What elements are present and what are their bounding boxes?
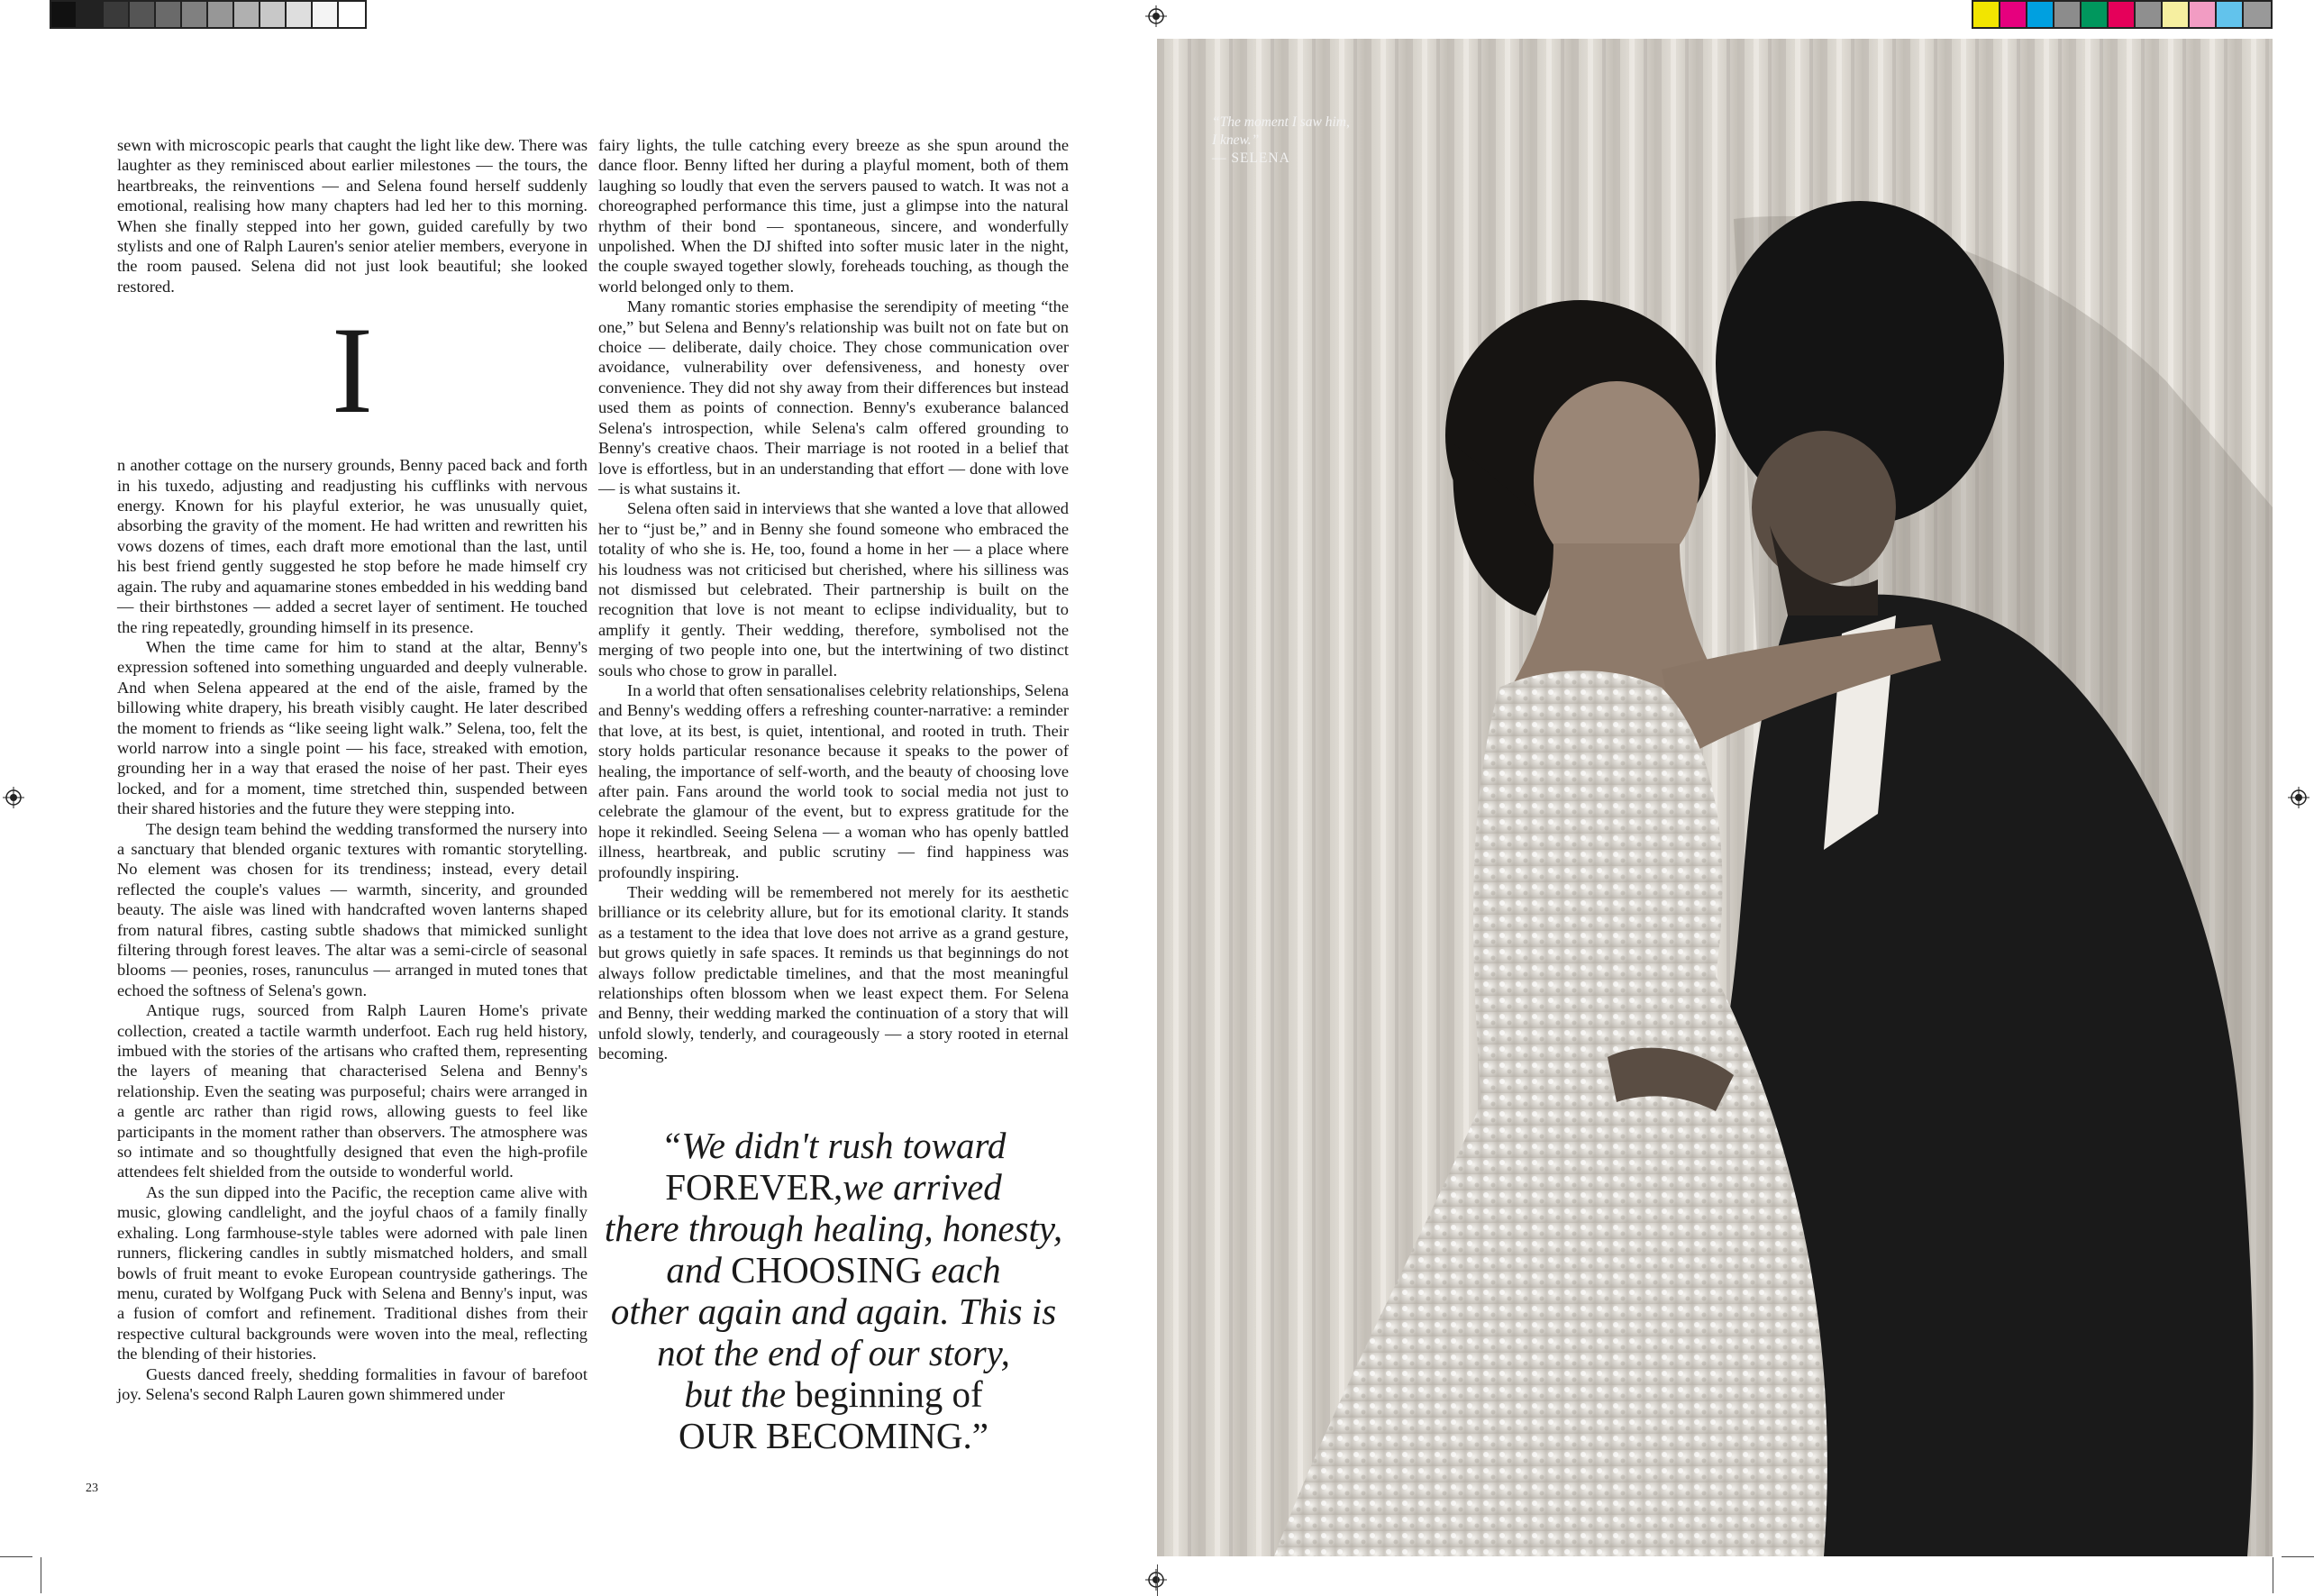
photo-caption [1212, 114, 1356, 168]
pull-quote-line: “We didn't rush toward [660, 1125, 1007, 1166]
pull-quote-text: each [921, 1249, 1001, 1290]
article-column-1 [117, 135, 588, 1404]
article-paragraph: Many romantic stories emphasise the serendipity of meeting “the one,” but Selena and Benny's relationship was built not on fate but on choice — deliberate, daily choice. They chose communication over avoidance, vulnerability over defensiveness, and honesty over convenience. They did not shy away from their differences but instead used them as points of connection. Benny's exuberance balanced Selena's introspection, while Selena's calm offered grounding to Benny's creative chaos. Their marriage is not rooted in a belief that love is effortless, but in an understanding that effort — done with love — is what sustains it. [598, 297, 1069, 497]
article-paragraph: fairy lights, the tulle catching every breeze as she spun around the dance floor. Benny lifted her during a playful moment, both of them laughing so loudly that even the servers paused to watch. It was not a choreographed performance this time, just a glimpse into the natural rhythm of their bond — spontaneous, sincere, and wonderfully unpolished. When the DJ shifted into softer music later in the night, the couple swayed together slowly, foreheads touching, as though the world belonged only to them. [598, 136, 1069, 296]
gray-swatch [339, 2, 365, 27]
article-paragraph: Guests danced freely, shedding formalities in favour of barefoot joy. Selena's second Ralph Lauren gown shimmered under [117, 1364, 588, 1403]
color-swatch [2000, 2, 2027, 27]
drop-cap: I [332, 301, 373, 440]
gray-swatch [77, 2, 104, 27]
article-column-2 [598, 135, 1069, 1064]
color-swatch [2190, 2, 2217, 27]
color-swatch [2163, 2, 2190, 27]
article-paragraph: sewn with microscopic pearls that caught the light like dew. There was laughter as they reminisced about earlier milestones — the tours, the heartbreaks, the reinventions — and Selena found herself suddenly emotional, realising how many chapters had led her to this morning. When she finally stepped into her gown, guided carefully by two stylists and one of Ralph Lauren's senior atelier members, everyone in the room paused. Selena did not just look beautiful; she looked restored. [117, 136, 588, 296]
pull-quote-text: we arrived [843, 1166, 1002, 1208]
color-swatch [2217, 2, 2244, 27]
color-swatch [2082, 2, 2109, 27]
article-paragraph: The design team behind the wedding transformed the nursery into a sanctuary that blended organic textures with romantic storytelling. No element was chosen for its trendiness; instead, every detail reflected the couple's values — warmth, sincerity, and grounded beauty. The aisle was lined with handcrafted woven lanterns shaped from natural fibres, casting subtle shadows that mimicked sunlight filtering through forest leaves. The altar was a semi-circle of seasonal blooms — peonies, roses, ranunculus — arranged in muted tones that echoed the softness of Selena's gown. [117, 819, 588, 999]
caption-quote: “The moment I saw him, I knew.” [1212, 114, 1350, 148]
color-swatch [1973, 2, 2000, 27]
photo-illustration [1157, 39, 2273, 1556]
gray-swatch [260, 2, 287, 27]
cmyk-color-bar [1972, 0, 2273, 29]
gray-swatch [51, 2, 77, 27]
pull-quote-emphasis: beginning of [795, 1373, 983, 1415]
gray-swatch [104, 2, 130, 27]
gray-swatch [156, 2, 182, 27]
gray-swatch [313, 2, 339, 27]
pull-quote-emphasis: FOREVER, [665, 1166, 843, 1208]
page-number: 23 [86, 1482, 98, 1495]
pull-quote-line: not the end of our story, [657, 1332, 1010, 1373]
color-swatch [2054, 2, 2082, 27]
article-paragraph: As the sun dipped into the Pacific, the reception came alive with music, glowing candlelight, and the joyful chaos of a family finally exhaling. Long farmhouse-style tables were adorned with pale linen runners, flickering candles in subtly mismatched holders, and small bowls of fruit meant to evoke European countryside gatherings. The menu, curated by Wolfgang Puck with Selena and Benny's input, was a fusion of comfort and refinement. Traditional dishes from their respective cultural backgrounds were woven into the meal, reflecting the blending of their histories. [117, 1182, 588, 1363]
pull-quote-line [598, 1166, 1069, 1208]
article-paragraph: Their wedding will be remembered not merely for its aesthetic brilliance or its celebrity allure, but for its emotional clarity. It stands as a testament to the idea that love does not arrive as a grand gesture, but grows quietly in safe spaces. It reminds us that beginnings do not always follow predictable timelines, and that the most meaningful relationships often blossom when we least expect them. For Selena and Benny, their wedding marked the continuation of a story that will unfold slowly, tenderly, and courageously — a story rooted in eternal becoming. [598, 883, 1069, 1063]
registration-mark-icon [3, 787, 24, 808]
grayscale-color-bar [50, 0, 367, 29]
gray-swatch [130, 2, 156, 27]
pull-quote [598, 1125, 1069, 1456]
pull-quote-line [598, 1373, 1069, 1415]
pull-quote-line: other again and again. This is [610, 1290, 1057, 1332]
drop-cap-block [117, 301, 588, 440]
pull-quote-line [598, 1249, 1069, 1290]
gray-swatch [182, 2, 208, 27]
pull-quote-text: but the [684, 1373, 796, 1415]
article-paragraph: When the time came for him to stand at the altar, Benny's expression softened into something unguarded and deeply vulnerable. And when Selena appeared at the end of the aisle, framed by the billowing white drapery, his breath visibly caught. He later described the moment to friends as “like seeing light walk.” Selena, too, felt the world narrow into a single point — his face, streaked with emotion, grounding her in a way that erased the noise of her past. Their eyes locked, and for a moment, time stretched thin, suspended between their shared histories and the future they were stepping into. [117, 637, 588, 818]
crop-mark [1157, 1564, 1158, 1596]
crop-mark [0, 1556, 32, 1557]
color-swatch [2136, 2, 2163, 27]
caption-attribution: — SELENA [1212, 150, 1290, 166]
couple-photo [1157, 39, 2273, 1556]
pull-quote-line: there through healing, honesty, [604, 1208, 1063, 1249]
pull-quote-line: OUR BECOMING.” [679, 1415, 988, 1456]
color-swatch [2244, 2, 2271, 27]
pull-quote-text: and [666, 1249, 732, 1290]
color-swatch [2027, 2, 2054, 27]
gray-swatch [287, 2, 313, 27]
registration-mark-icon [1145, 5, 1167, 27]
registration-mark-icon [2288, 787, 2309, 808]
article-paragraph: n another cottage on the nursery grounds, Benny paced back and forth in his tuxedo, adjusting and readjusting his cufflinks with nervous energy. Known for his playful exterior, he was unusually quiet, absorbing the gravity of the moment. He had written and rewritten his vows dozens of times, each draft more emotional than the last, until his best friend gently suggested he stop before he made himself cry again. The ruby and aquamarine stones embedded in his wedding band — their birthstones — added a secret layer of sentiment. He touched the ring repeatedly, grounding himself in its presence. [117, 456, 588, 636]
pull-quote-emphasis: CHOOSING [731, 1249, 922, 1290]
registration-mark-icon [1145, 1569, 1167, 1591]
crop-mark [2282, 1556, 2314, 1557]
article-paragraph: Selena often said in interviews that she wanted a love that allowed her to “just be,” and in Benny she found someone who embraced the totality of who she is. He, too, found a home in her — a place where his loudness was not criticised but cherished, where his silliness was not dismissed but celebrated. Their partnership is built on the recognition that love is not meant to eclipse individuality, but to amplify it gently. Their wedding, therefore, symbolised not the merging of two people into one, but the intertwining of two distinct souls who chose to grow in parallel. [598, 499, 1069, 679]
gray-swatch [208, 2, 234, 27]
color-swatch [2109, 2, 2136, 27]
gray-swatch [234, 2, 260, 27]
article-paragraph: Antique rugs, sourced from Ralph Lauren Home's private collection, created a tactile warmth underfoot. Each rug held history, imbued with the stories of the artisans who crafted them, representing the layers of meaning that characterised Selena and Benny's relationship. Even the seating was purposeful; chairs were arranged in a gentle arc rather than rigid rows, allowing guests to feel like participants in the moment rather than observers. The atmosphere was so intimate and so thoughtfully designed that even the high-profile attendees felt shielded from the outside to wonderful world. [117, 1001, 588, 1181]
article-paragraph: In a world that often sensationalises celebrity relationships, Selena and Benny's wedding offers a refreshing counter-narrative: a reminder that love, at its best, is quiet, intentional, and rooted in truth. Their story holds particular resonance because it speaks to the power of healing, the importance of self-worth, and the beauty of choosing love after pain. Fans around the world took to social media not just to celebrate the glamour of the event, but to express gratitude for the hope it rekindled. Seeing Selena — a woman who has openly battled illness, heartbreak, and public scrutiny — find happiness was profoundly inspiring. [598, 680, 1069, 881]
